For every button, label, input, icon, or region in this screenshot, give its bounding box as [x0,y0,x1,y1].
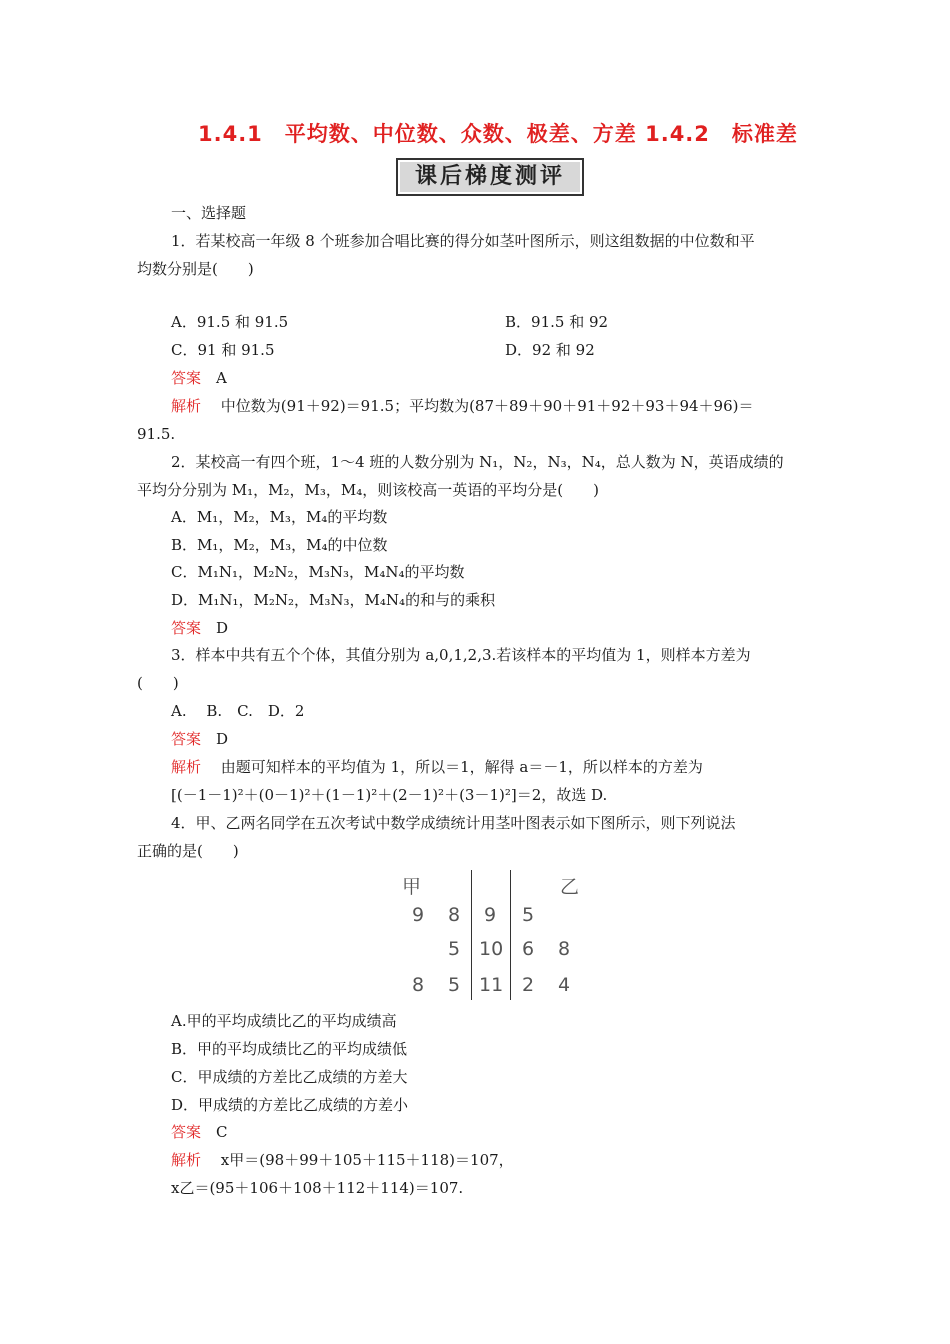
analysis-text: x甲＝(98＋99＋105＋115＋118)＝107， [220,1151,514,1169]
banner-text: 课后梯度测评 [414,164,565,189]
leaf: 5 [448,974,461,996]
q1-stem-line1: 1．若某校高一年级 8 个班参加合唱比赛的得分如茎叶图所示，则这组数据的中位数和平 [171,232,755,250]
stem-left-label: 甲 [402,876,422,898]
leaf: 5 [522,904,535,926]
q2-option-d: D．M₁N₁，M₂N₂，M₃N₃，M₄N₄的和与的乘积 [171,591,496,609]
stem-right-label: 乙 [560,876,580,898]
q4-option-a: A.甲的平均成绩比乙的平均成绩高 [171,1012,397,1030]
q3-stem-line1: 3．样本中共有五个个体，其值分别为 a,0,1,2,3.若该样本的平均值为 1，则样本方差为 [171,646,751,664]
q2-stem-line1: 2．某校高一有四个班，1～4 班的人数分别为 N₁，N₂，N₃，N₄，总人数为 N，英语成绩的 [171,453,784,471]
q2-option-a: A．M₁，M₂，M₃，M₄的平均数 [171,508,388,526]
answer-label: 答案 [171,1123,202,1141]
analysis-label: 解析 [171,758,202,776]
leaf: 5 [448,938,461,960]
leaf: 8 [412,974,425,996]
answer-label: 答案 [171,369,202,387]
answer-label: 答案 [171,730,202,748]
q1-stem-line2: 均数分别是( ) [137,260,254,278]
leaf: 6 [522,938,535,960]
q2-stem-line2: 平均分分别为 M₁，M₂，M₃，M₄，则该校高一英语的平均分是( ) [137,481,599,499]
q3-stem-line2: ( ) [137,674,179,692]
q4-analysis-line2: x乙＝(95＋106＋108＋112＋114)＝107. [171,1179,464,1197]
analysis-label: 解析 [171,1151,202,1169]
q1-option-d: D．92 和 92 [505,341,595,359]
q4-option-d: D．甲成绩的方差比乙成绩的方差小 [171,1096,409,1114]
analysis-label: 解析 [171,397,202,415]
leaf: 4 [558,974,571,996]
q4-option-c: C．甲成绩的方差比乙成绩的方差大 [171,1068,408,1086]
answer-value: D [216,730,229,748]
q3-options: A. B. C. D．2 [171,702,305,720]
q3-answer-row [171,729,228,749]
answer-value: A [216,369,227,387]
leaf: 2 [522,974,535,996]
stem-value: 10 [479,938,504,960]
leaf: 8 [558,938,571,960]
document-title: 1.4.1 平均数、中位数、众数、极差、方差 1.4.2 标准差 [198,122,798,146]
stem-leaf-plot [388,866,588,1006]
analysis-text: 由题可知样本的平均值为 1，所以＝1，解得 a＝－1，所以样本的方差为 [220,758,703,776]
q3-analysis-row [171,757,703,777]
section-heading: 一、选择题 [171,204,247,222]
answer-value: D [216,619,229,637]
q1-answer-row [171,368,227,388]
section-banner [396,158,584,196]
q4-stem-line2: 正确的是( ) [137,842,239,860]
analysis-text: 中位数为(91＋92)＝91.5；平均数为(87＋89＋90＋91＋92＋93＋94＋96)＝ [220,397,754,415]
stem-value: 11 [479,974,504,996]
leaf: 8 [448,904,461,926]
q4-analysis-row [171,1150,514,1170]
stem-divider-right [510,870,511,1000]
q4-answer-row [171,1122,228,1142]
stem-value: 9 [484,904,497,926]
q1-analysis-row [171,396,753,416]
q2-option-c: C．M₁N₁，M₂N₂，M₃N₃，M₄N₄的平均数 [171,563,465,581]
q4-option-b: B．甲的平均成绩比乙的平均成绩低 [171,1040,408,1058]
q2-option-b: B．M₁，M₂，M₃，M₄的中位数 [171,536,388,554]
stem-divider-left [471,870,472,1000]
q2-answer-row [171,618,228,638]
q1-option-b: B．91.5 和 92 [505,313,609,331]
q1-analysis-line2: 91.5. [137,425,176,443]
answer-value: C [216,1123,228,1141]
q4-stem-line1: 4．甲、乙两名同学在五次考试中数学成绩统计用茎叶图表示如下图所示，则下列说法 [171,814,736,832]
leaf: 9 [412,904,425,926]
q1-option-a: A．91.5 和 91.5 [171,313,289,331]
q1-option-c: C．91 和 91.5 [171,341,275,359]
answer-label: 答案 [171,619,202,637]
q3-analysis-line2: [(－1－1)²＋(0－1)²＋(1－1)²＋(2－1)²＋(3－1)²]＝2，故选 D. [171,786,608,804]
